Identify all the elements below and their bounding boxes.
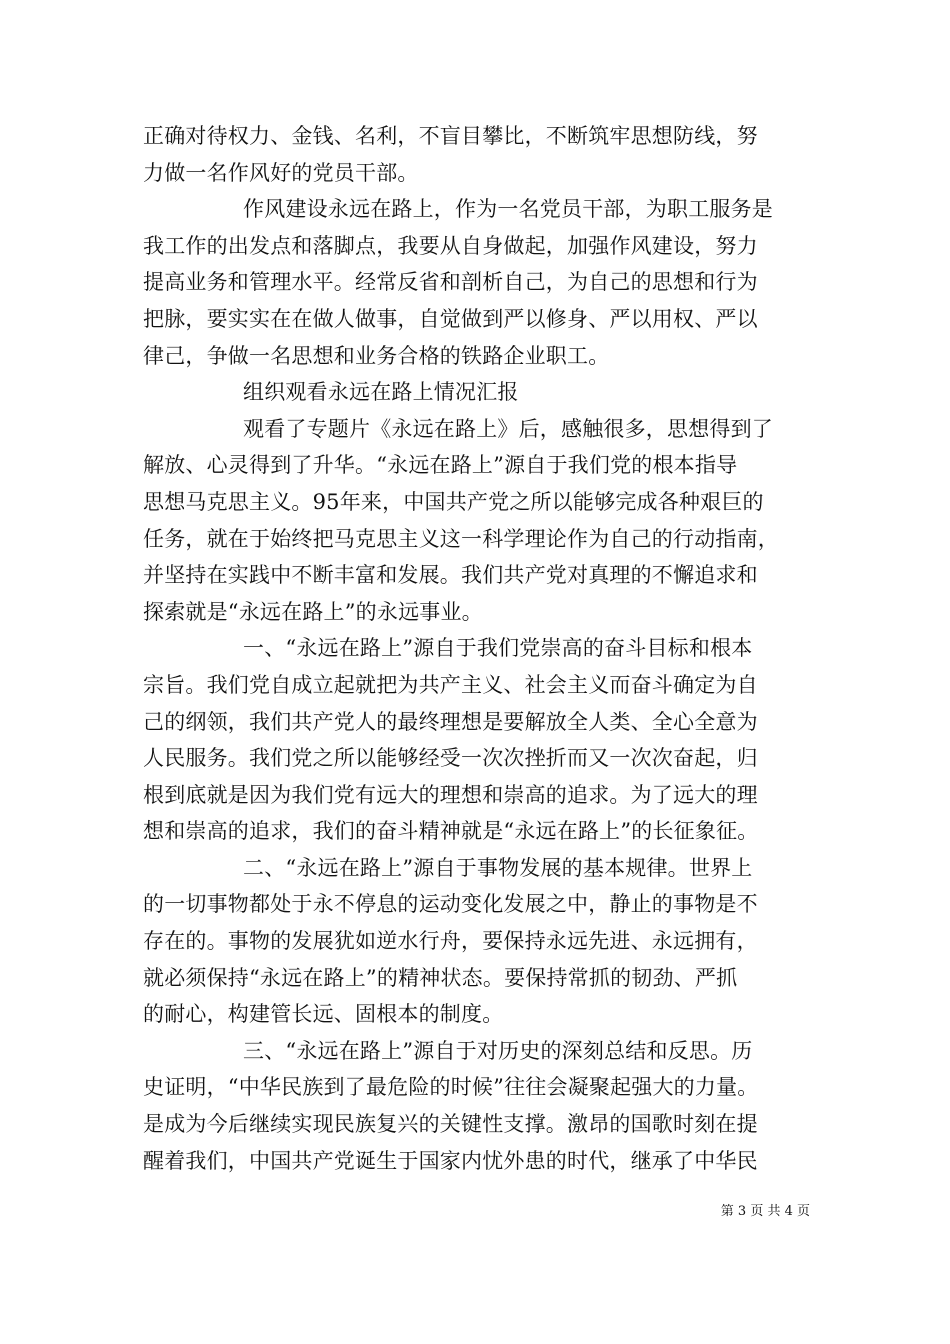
- text-line: 醒着我们，中国共产党诞生于国家内忧外患的时代，继承了中华民: [143, 1148, 758, 1173]
- text-line: 力做一名作风好的党员干部。: [143, 160, 419, 185]
- text-line: 正确对待权力、金钱、名利，不盲目攀比，不断筑牢思想防线，努: [143, 124, 758, 148]
- text-line: 并坚持在实践中不断丰富和发展。我们共产党对真理的不懈追求和: [143, 563, 758, 588]
- text-line: 思想马克思主义。95年来，中国共产党之所以能够完成各种艰巨的: [143, 489, 764, 514]
- text-line: 作风建设永远在路上，作为一名党员干部，为职工服务是: [243, 197, 773, 222]
- text-line: 存在的。事物的发展犹如逆水行舟，要保持永远先进、永远拥有，: [143, 929, 758, 954]
- text-line: 二、“永远在路上”源自于事物发展的基本规律。世界上: [243, 855, 753, 880]
- text-line: 宗旨。我们党自成立起就把为共产主义、社会主义而奋斗确定为自: [143, 672, 758, 697]
- text-line: 解放、心灵得到了升华。“永远在路上”源自于我们党的根本指导: [143, 453, 738, 478]
- text-line: 己的纲领，我们共产党人的最终理想是要解放全人类、全心全意为: [143, 709, 758, 734]
- page-footer: 第 3 页 共 4 页: [720, 1204, 810, 1219]
- text-line: 是成为今后继续实现民族复兴的关键性支撑。激昂的国歌时刻在提: [143, 1112, 758, 1137]
- text-line: 任务，就在于始终把马克思主义这一科学理论作为自己的行动指南，: [143, 526, 779, 551]
- text-line: 我工作的出发点和落脚点，我要从自身做起，加强作风建设，努力: [143, 233, 758, 258]
- text-line: 想和崇高的追求，我们的奋斗精神就是“永远在路上”的长征象征。: [143, 819, 759, 844]
- text-line: 提高业务和管理水平。经常反省和剖析自己，为自己的思想和行为: [143, 270, 758, 295]
- text-line: 的一切事物都处于永不停息的运动变化发展之中，静止的事物是不: [143, 892, 758, 917]
- text-line: 的耐心，构建管长远、固根本的制度。: [143, 1002, 504, 1027]
- text-line: 律己，争做一名思想和业务合格的铁路企业职工。: [143, 343, 610, 368]
- text-line: 人民服务。我们党之所以能够经受一次次挫折而又一次次奋起，归: [143, 746, 758, 771]
- text-line: 观看了专题片《永远在路上》后，感触很多，思想得到了: [243, 416, 773, 441]
- text-line: 根到底就是因为我们党有远大的理想和崇高的追求。为了远大的理: [143, 782, 758, 807]
- text-line: 探索就是“永远在路上”的永远事业。: [143, 599, 483, 624]
- text-line: 组织观看永远在路上情况汇报: [243, 380, 519, 405]
- text-line: 史证明，“中华民族到了最危险的时候”往往会凝聚起强大的力量。: [143, 1075, 759, 1100]
- document-body: [143, 118, 808, 1179]
- text-line: 一、“永远在路上”源自于我们党崇高的奋斗目标和根本: [243, 636, 753, 661]
- text-line: 把脉，要实实在在做人做事，自觉做到严以修身、严以用权、严以: [143, 306, 758, 331]
- text-line: 就必须保持“永远在路上”的精神状态。要保持常抓的韧劲、严抓: [143, 965, 738, 990]
- text-line: 三、“永远在路上”源自于对历史的深刻总结和反思。历: [243, 1038, 753, 1063]
